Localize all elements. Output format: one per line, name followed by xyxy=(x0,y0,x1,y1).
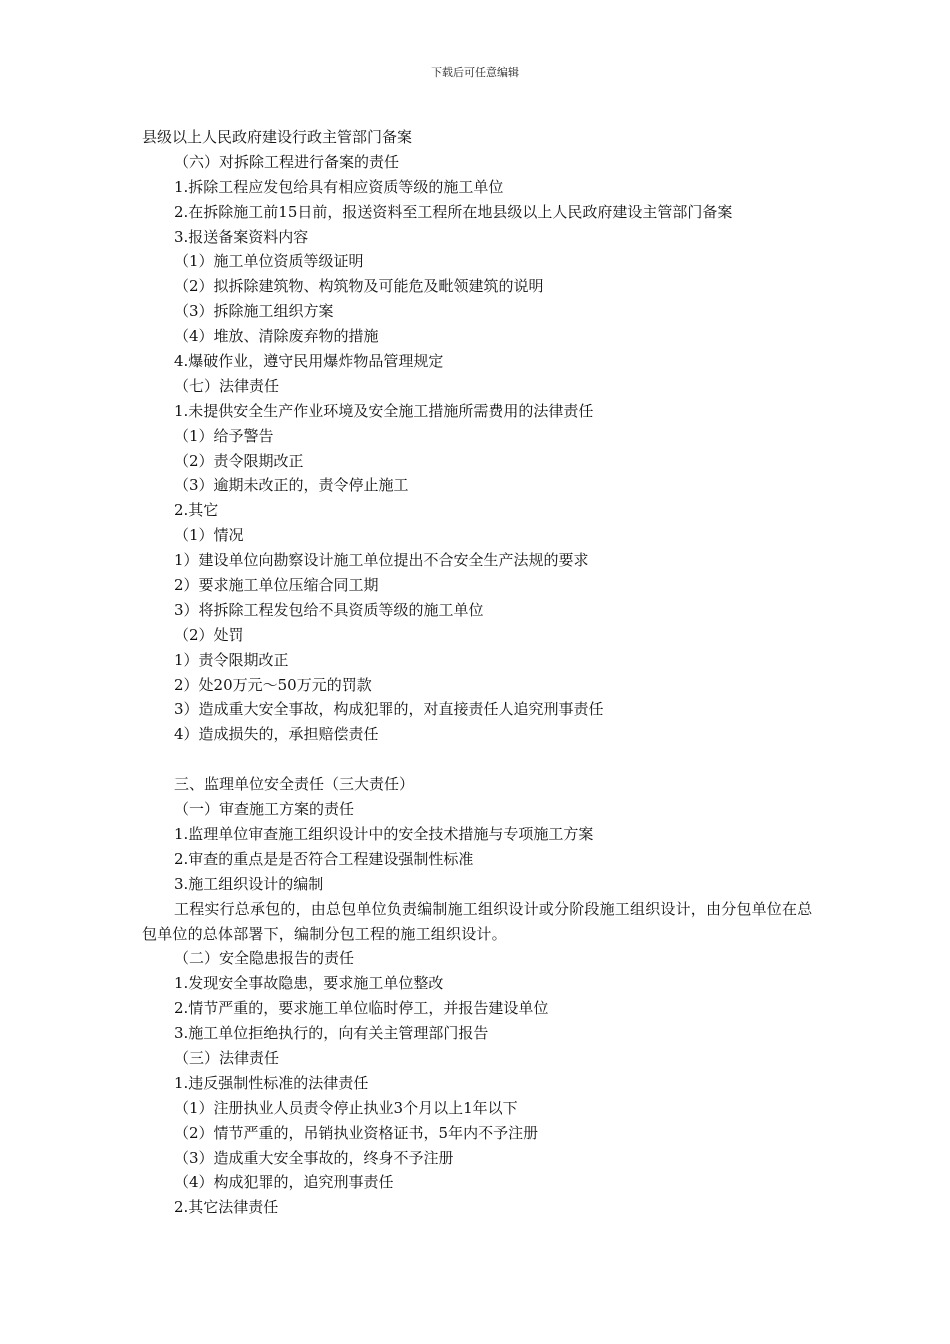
text-line: （3）拆除施工组织方案 xyxy=(174,302,334,321)
text-line: 3）将拆除工程发包给不具资质等级的施工单位 xyxy=(174,600,484,619)
text-line: （2）拟拆除建筑物、构筑物及可能危及毗领建筑的说明 xyxy=(174,277,544,296)
text-line: （六）对拆除工程进行备案的责任 xyxy=(174,152,400,171)
text-line: 1）责令限期改正 xyxy=(174,650,289,669)
text-line: 1.拆除工程应发包给具有相应资质等级的施工单位 xyxy=(174,177,504,196)
text-line: （1）施工单位资质等级证明 xyxy=(174,252,364,271)
text-line: （1）给予警告 xyxy=(174,426,274,445)
text-line: （4）构成犯罪的，追究刑事责任 xyxy=(174,1173,394,1192)
text-line: 1.违反强制性标准的法律责任 xyxy=(174,1073,369,1092)
text-line: 三、监理单位安全责任（三大责任） xyxy=(174,775,415,794)
text-line: 2.审查的重点是是否符合工程建设强制性标准 xyxy=(174,849,474,868)
text-line: （4）堆放、清除废弃物的措施 xyxy=(174,327,379,346)
text-line: 2）要求施工单位压缩合同工期 xyxy=(174,576,379,595)
text-line: 4）造成损失的，承担赔偿责任 xyxy=(174,725,379,744)
text-line: 县级以上人民政府建设行政主管部门备案 xyxy=(142,128,413,146)
text-line: 2.其它 xyxy=(174,501,219,520)
text-line: （2）责令限期改正 xyxy=(174,451,304,470)
text-line: （3）造成重大安全事故的，终身不予注册 xyxy=(174,1148,454,1167)
text-line: （2）情节严重的，吊销执业资格证书，5年内不予注册 xyxy=(174,1123,539,1142)
text-line: 3.报送备案资料内容 xyxy=(174,227,309,246)
text-line: 2.在拆除施工前15日前，报送资料至工程所在地县级以上人民政府建设主管部门备案 xyxy=(174,202,733,221)
text-line: （三）法律责任 xyxy=(174,1048,280,1067)
text-line: 3.施工组织设计的编制 xyxy=(174,874,324,893)
paragraph: 工程实行总承包的，由总包单位负责编制施工组织设计或分阶段施工组织设计，由分包单位在总包单位的总体部署下，编制分包工程的施工组织设计。 xyxy=(142,899,813,943)
page-header: 下载后可任意编辑 xyxy=(431,66,519,79)
text-line: （七）法律责任 xyxy=(174,376,280,395)
text-line: （二）安全隐患报告的责任 xyxy=(174,949,355,968)
text-line: 4.爆破作业，遵守民用爆炸物品管理规定 xyxy=(174,352,444,371)
text-line: 2.其它法律责任 xyxy=(174,1198,279,1217)
blank-line xyxy=(142,747,814,772)
text-line: （1）情况 xyxy=(174,526,244,545)
text-line: 1.未提供安全生产作业环境及安全施工措施所需费用的法律责任 xyxy=(174,401,594,420)
text-line: （1）注册执业人员责令停止执业3个月以上1年以下 xyxy=(174,1098,518,1117)
text-line: 3.施工单位拒绝执行的，向有关主管理部门报告 xyxy=(174,1024,489,1043)
text-line: （一）审查施工方案的责任 xyxy=(174,800,355,819)
text-line: 3）造成重大安全事故，构成犯罪的，对直接责任人追究刑事责任 xyxy=(174,700,604,719)
text-line: 1.监理单位审查施工组织设计中的安全技术措施与专项施工方案 xyxy=(174,824,594,843)
text-line: 1）建设单位向勘察设计施工单位提出不合安全生产法规的要求 xyxy=(174,551,589,570)
text-line: 1.发现安全事故隐患，要求施工单位整改 xyxy=(174,974,444,993)
text-line: （2）处罚 xyxy=(174,625,244,644)
text-line: （3）逾期未改正的，责令停止施工 xyxy=(174,476,409,495)
document-body xyxy=(142,125,814,1220)
text-line: 2）处20万元～50万元的罚款 xyxy=(174,675,372,694)
text-line: 2.情节严重的，要求施工单位临时停工，并报告建设单位 xyxy=(174,999,549,1018)
